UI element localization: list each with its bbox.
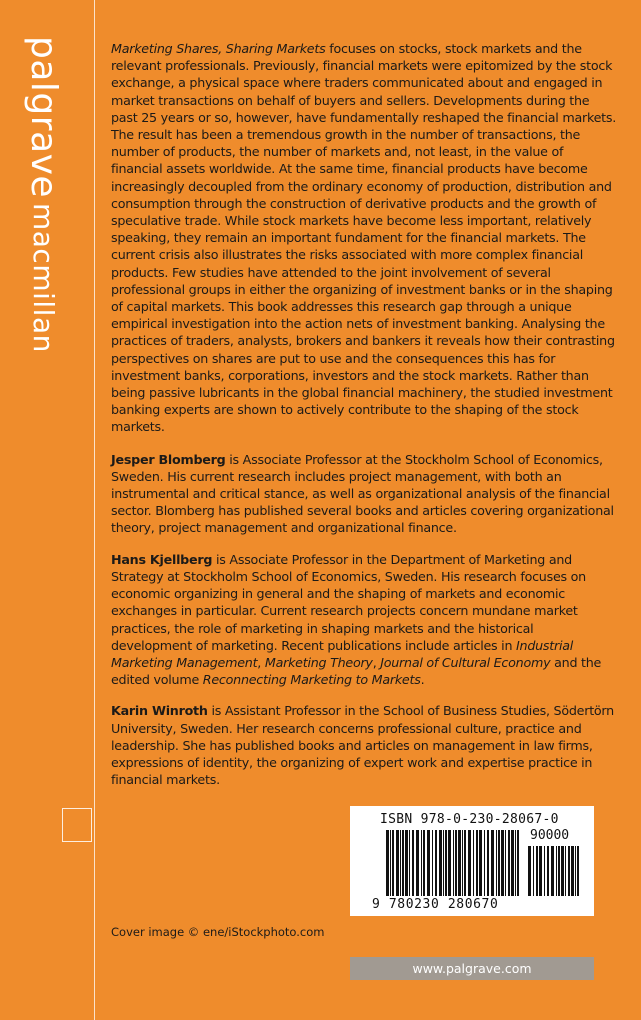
description-text: focuses on stocks, stock markets and the relevant professionals. Previously, financial markets were epitomized by the stock exchange, a physical space where traders communicated about and engaged in market transactions on behalf of buyers and sellers. Developments during the past 25 years or so, however, have fundamentally reshaped the financial markets. The result has been a tremendous growth in the number of transactions, the number of products, the number of markets and, not least, in the value of financial assets worldwide. At the same time, financial products have become increasingly decoupled from the ordinary economy of production, distribution and consumption through the construction of derivative products and the growth of speculative trade. While stock markets have become less important, relatively speaking, they remain an important fundament for the financial markets. The current crisis also illustrates the risks associated with more complex financial products. Few studies have attended to the joint involvement of several professional groups in either the organizing of investment banks or in the shaping of capital markets. This book addresses this research gap through a unique empirical investigation into the action nets of investment banking. Analysing the practices of traders, analysts, brokers and bankers it reveals how their contrasting perspectives on shares are put to use and the consequences this has for investment banks, corporations, investors and the stock markets. Rather than being passive lubricants in the global financial machinery, the studied investment banking experts are shown to actively contribute to the shaping of the stock markets. (111, 41, 617, 435)
publisher-logo (23, 36, 65, 354)
book-title: Marketing Shares, Sharing Markets (111, 41, 326, 56)
author-bio-text: and the edited volume (111, 654, 602, 688)
volume-title: Reconnecting Marketing to Markets (202, 672, 421, 688)
author-name: Jesper Blomberg (111, 451, 226, 467)
blurb (111, 40, 617, 802)
book-description (111, 40, 617, 436)
author-bio-text: is Assistant Professor in the School of Business Studies, Södertörn University, Sweden. Her research concerns professional culture, practice and leadership. She has published books and articles on management in law firms, expressions of identity, the organizing of expert work and expertise practice in financial markets. (111, 703, 614, 788)
separator: , (257, 654, 265, 670)
journal-title: Journal of Cultural Economy (380, 654, 551, 670)
author-bio (111, 551, 617, 689)
price-code: 90000 (530, 828, 570, 843)
author-bio-text: is Associate Professor at the Stockholm School of Economics, Sweden. His current research includes project management, with both an instrumental and critical stance, as well as organizational analysis of the financial sector. Blomberg has published several books and articles covering organizational theory, project management and organizational finance. (111, 451, 614, 536)
author-bio (111, 451, 617, 537)
period: . (420, 672, 425, 688)
author-bio-text: is Associate Professor in the Department of Marketing and Strategy at Stockholm School of Economics, Sweden. His research focuses on economic organizing in general and the shaping of markets and economic exchanges in particular. Current research projects concern mundane market practices, the role of marketing in shaping markets and the historical development of marketing. Recent publications include articles in (111, 551, 586, 653)
separator: , (372, 654, 381, 670)
vertical-rule (94, 0, 95, 1020)
logo-palgrave: palgrave (23, 36, 65, 199)
barcode (350, 806, 594, 916)
barcode-digits: 9 780230 280670 (372, 897, 499, 912)
journal-title: Industrial Marketing Management (111, 637, 574, 670)
cover-credit: Cover image © ene/iStockphoto.com (111, 925, 325, 939)
barcode-bars (386, 830, 522, 896)
decorative-square (62, 808, 92, 842)
author-name: Hans Kjellberg (111, 551, 213, 567)
website-url[interactable]: www.palgrave.com (350, 957, 594, 980)
isbn-label: ISBN 978-0-230-28067-0 (380, 812, 559, 827)
logo-macmillan: macmillan (27, 203, 61, 354)
barcode-addon-bars (528, 846, 580, 896)
journal-title: Marketing Theory (264, 654, 373, 670)
author-bio (111, 702, 617, 788)
author-name: Karin Winroth (111, 703, 208, 719)
